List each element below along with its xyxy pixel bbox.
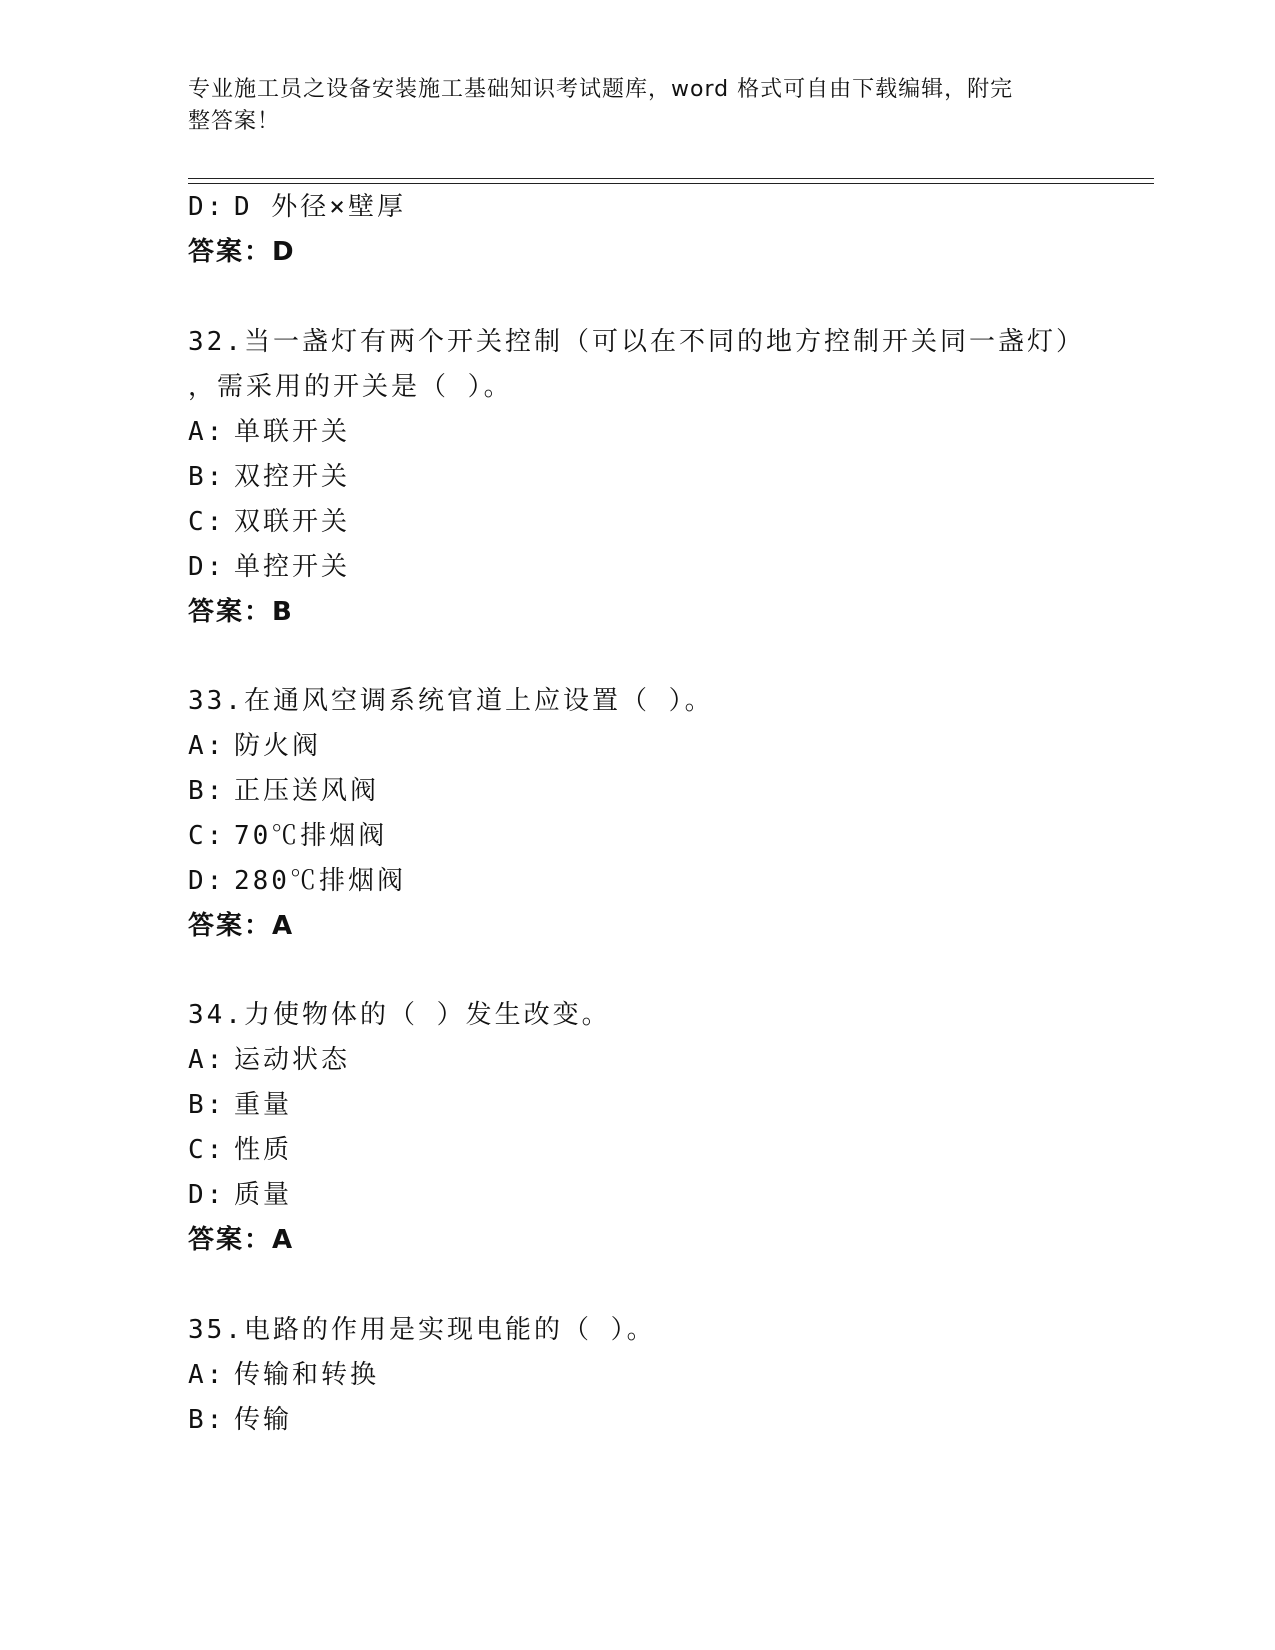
question-32-option-a	[188, 415, 350, 449]
option-key: B:	[188, 776, 226, 806]
option-text: 质量	[234, 1180, 293, 1210]
option-key: D:	[188, 552, 226, 582]
option-text: 运动状态	[234, 1045, 351, 1075]
question-34-option-a	[188, 1043, 350, 1077]
option-text: 正压送风阀	[234, 776, 380, 806]
header-line-1: 专业施工员之设备安装施工基础知识考试题库，word 格式可自由下载编辑，附完	[188, 77, 1014, 102]
header-divider-bottom	[188, 183, 1154, 184]
question-33-answer: 答案：A	[188, 911, 295, 941]
question-32-answer: 答案：B	[188, 597, 294, 627]
option-text: 280℃排烟阀	[234, 866, 406, 896]
question-32-option-d	[188, 550, 350, 584]
option-key: A:	[188, 417, 226, 447]
prev-option-d	[188, 190, 406, 224]
prev-answer: 答案：D	[188, 237, 296, 267]
option-key: D:	[188, 192, 226, 222]
option-key: D:	[188, 1180, 226, 1210]
question-35-option-b	[188, 1403, 292, 1437]
option-text: 单联开关	[234, 417, 351, 447]
option-text: 双控开关	[234, 462, 351, 492]
question-35-stem-line-1: 35.电路的作用是实现电能的（ ）。	[188, 1315, 656, 1345]
option-text: 双联开关	[234, 507, 351, 537]
question-35-option-a	[188, 1358, 379, 1392]
option-key: C:	[188, 1135, 226, 1165]
question-32-stem-line-1: 32.当一盏灯有两个开关控制（可以在不同的地方控制开关同一盏灯）	[188, 327, 1085, 357]
option-key: C:	[188, 821, 226, 851]
question-32-option-c	[188, 505, 350, 539]
option-text: 防火阀	[234, 731, 322, 761]
option-key: D:	[188, 866, 226, 896]
option-key: A:	[188, 1360, 226, 1390]
document-header	[188, 74, 1078, 138]
question-33-option-d	[188, 864, 406, 898]
option-key: A:	[188, 1045, 226, 1075]
option-text: 重量	[234, 1090, 293, 1120]
question-34-answer: 答案：A	[188, 1225, 295, 1255]
option-text: 传输	[234, 1405, 293, 1435]
question-33-option-b	[188, 774, 379, 808]
question-34-option-d	[188, 1178, 292, 1212]
option-text: 性质	[234, 1135, 293, 1165]
header-line-2: 整答案！	[188, 109, 281, 134]
question-34-option-c	[188, 1133, 292, 1167]
option-key: B:	[188, 1405, 226, 1435]
option-text: 单控开关	[234, 552, 351, 582]
question-33-option-c	[188, 819, 387, 853]
header-divider-top	[188, 178, 1154, 179]
question-32-stem-line-2: ，需采用的开关是（ ）。	[188, 372, 513, 402]
question-32-option-b	[188, 460, 350, 494]
question-33-stem-line-1: 33.在通风空调系统官道上应设置（ ）。	[188, 686, 714, 716]
question-34-option-b	[188, 1088, 292, 1122]
option-key: B:	[188, 1090, 226, 1120]
option-text: 传输和转换	[234, 1360, 380, 1390]
option-text: D 外径×壁厚	[234, 192, 406, 222]
option-text: 70℃排烟阀	[234, 821, 388, 851]
option-key: A:	[188, 731, 226, 761]
question-33-option-a	[188, 729, 321, 763]
option-key: B:	[188, 462, 226, 492]
question-34-stem-line-1: 34.力使物体的（ ）发生改变。	[188, 1000, 611, 1030]
option-key: C:	[188, 507, 226, 537]
